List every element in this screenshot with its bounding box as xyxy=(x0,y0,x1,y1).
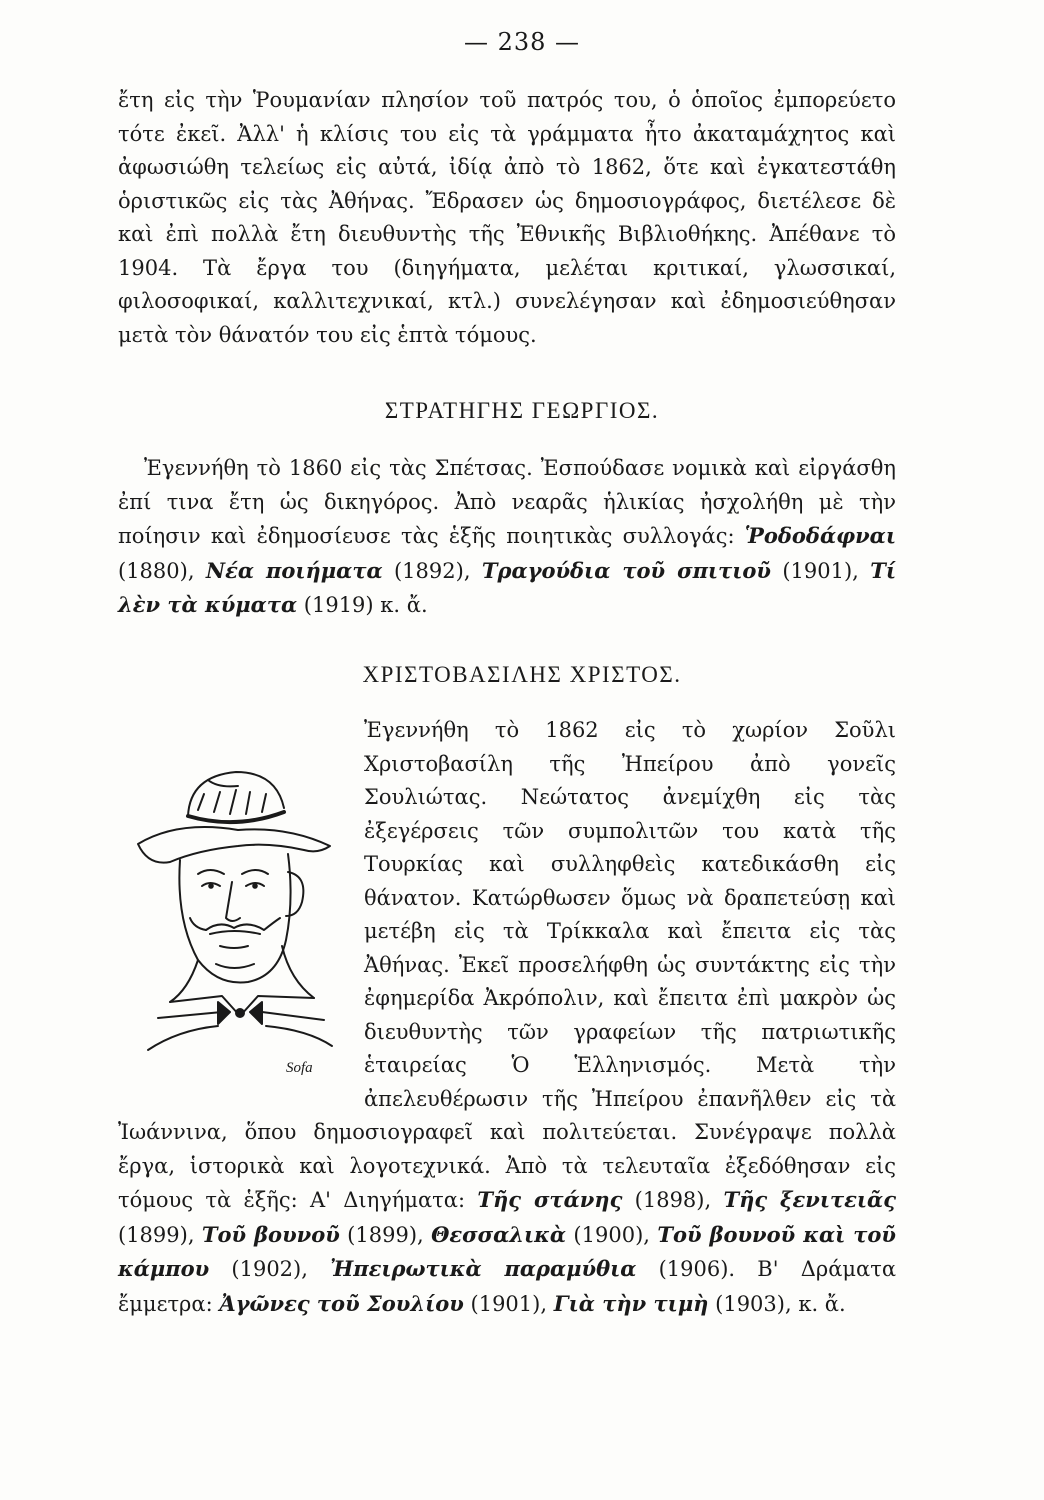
work-year: (1899), xyxy=(118,1222,202,1247)
work-year: (1899), xyxy=(339,1222,432,1247)
work-title: Τί λὲν τὰ κύματα xyxy=(118,557,896,617)
portrait-illustration xyxy=(118,750,358,1090)
portrait-signature: Sofa xyxy=(286,1060,313,1076)
work-title: Τοῦ βουνοῦ καὶ τοῦ κάμπου xyxy=(118,1221,897,1281)
stratigis-intro: Ἐγεννήθη τὸ 1860 εἰς τὰς Σπέτσας. Ἐσπούδασε νομικὰ καὶ εἰργάσθη ἐπί τινα ἔτη ὡς δικηγόρος. Ἀπὸ νεαρᾶς ἡλικίας ἠσχολήθη μὲ τὴν ποίησιν καὶ ἐδημοσίευσε τὰς ἑξῆς ποιητικὰς συλλογάς: xyxy=(118,456,896,548)
work-year: (1906). Β' Δράματα ἔμμετρα: xyxy=(118,1257,897,1316)
heading-stratigis: ΣΤΡΑΤΗΓΗΣ ΓΕΩΡΓΙΟΣ. xyxy=(384,398,660,423)
work-year: (1898), xyxy=(622,1188,724,1212)
work-year: (1902), xyxy=(209,1257,331,1281)
stratigis-paragraph xyxy=(118,452,896,623)
work-year: (1901), xyxy=(770,558,871,583)
work-year: (1901), xyxy=(463,1291,554,1316)
work-title: Ἀγῶνες τοῦ Σουλίου xyxy=(219,1290,464,1316)
work-title: Τοῦ βουνοῦ xyxy=(201,1221,340,1247)
work-title: Ῥοδοδάφναι xyxy=(744,523,896,548)
christovasilis-intro: Ἐγεννήθη τὸ 1862 εἰς τὸ χωρίον Σοῦλι Χριστοβασίλη τῆς Ἠπείρου ἀπὸ γονεῖς Σουλιώτας. Νεώτατος ἀνεμίχθη εἰς τὰς ἐξεγέρσεις τῶν συμπολιτῶν του κατὰ τῆς Τουρκίας καὶ συλληφθεὶς κατεδικάσθη εἰς θάνατον. Κατώρθωσεν ὅμως νὰ δραπετεύσῃ καὶ μετέβη εἰς τὰ Τρίκκαλα καὶ ἔπειτα εἰς τὰς Ἀθήνας. Ἐκεῖ προσελήφθη ὡς συντάκτης εἰς τὴν ἐφημερίδα Ἀκρόπολιν, καὶ ἔπειτα ἐπὶ μακρὸν ὡς διευθυντὴς τῶν γραφείων τῆς πατριωτικῆς ἑταιρείας Ὁ Ἑλληνισμός. Μετὰ τὴν ἀπελευθέρωσιν τῆς Ἠπείρου ἐπανῆλθεν εἰς τὰ Ἰωάννινα, ὅπου δημοσιογραφεῖ καὶ πολιτεύεται. Συνέγραψε πολλὰ ἔργα, ἱστορικὰ καὶ λογοτεχνικά. Ἀπὸ τὰ τελευταῖα ἐξεδόθησαν εἰς τόμους τὰ ἑξῆς: Α' Διηγήματα: xyxy=(118,718,896,1212)
entry-stratigis xyxy=(118,452,896,623)
work-year: (1892), xyxy=(382,558,482,583)
portrait-christovasilis xyxy=(118,750,358,1100)
page-number: — 238 — xyxy=(463,28,581,56)
work-title: Τραγούδια τοῦ σπιτιοῦ xyxy=(481,557,771,583)
work-title: Τῆς ξενιτειᾶς xyxy=(723,1187,897,1212)
work-year: (1880), xyxy=(118,558,206,583)
work-title: Τῆς στάνης xyxy=(477,1187,623,1212)
heading-christovasilis: ΧΡΙΣΤΟΒΑΣΙΛΗΣ ΧΡΙΣΤΟΣ. xyxy=(362,662,682,687)
previous-entry-continuation xyxy=(118,84,896,352)
work-title: Θεσσαλικὰ xyxy=(431,1221,567,1247)
work-title: Ἠπειρωτικὰ παραμύθια xyxy=(330,1256,637,1281)
entry-christovasilis xyxy=(118,714,896,1321)
previous-entry-paragraph: ἔτη εἰς τὴν Ῥουμανίαν πλησίον τοῦ πατρός του, ὁ ὁποῖος ἐμπορεύετο τότε ἐκεῖ. Ἀλλ' ἡ κλίσις του εἰς τὰ γράμματα ἦτο ἀκαταμάχητος καὶ ἀφωσιώθη τελείως εἰς αὐτά, ἰδίᾳ ἀπὸ τὸ 1862, ὅτε καὶ ἐγκατεστάθη ὁριστικῶς εἰς τὰς Ἀθήνας. Ἔδρασεν ὡς δημοσιογράφος, διετέλεσε δὲ καὶ ἐπὶ πολλὰ ἔτη διευθυντὴς τῆς Ἐθνικῆς Βιβλιοθήκης. Ἀπέθανε τὸ 1904. Τὰ ἔργα του (διηγήματα, μελέται κριτικαί, γλωσσικαί, φιλοσοφικαί, καλλιτεχνικαί, κτλ.) συνελέγησαν καὶ ἐδημοσιεύθησαν μετὰ τὸν θάνατόν του εἰς ἑπτὰ τόμους. xyxy=(118,88,896,347)
work-title: Γιὰ τὴν τιμὴ xyxy=(553,1290,709,1316)
work-year: (1903), κ. ἄ. xyxy=(708,1291,846,1316)
work-year: (1919) κ. ἄ. xyxy=(297,593,428,617)
work-year: (1900), xyxy=(566,1222,658,1247)
work-title: Νέα ποιήματα xyxy=(205,557,383,583)
